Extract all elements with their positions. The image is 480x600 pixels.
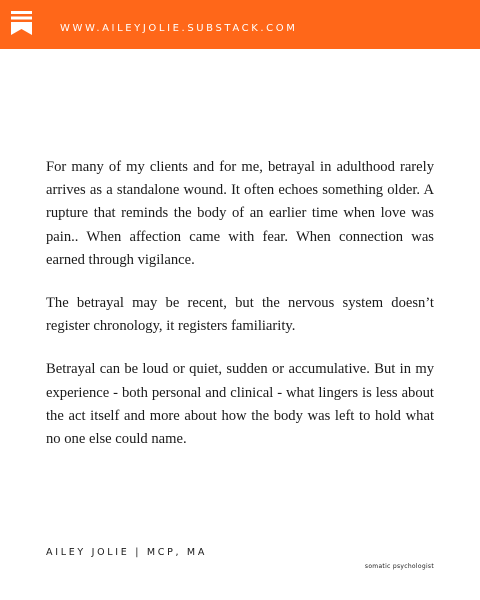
- substack-logo-icon[interactable]: [11, 11, 32, 35]
- author-name: AILEY JOLIE | MCP, MA: [46, 547, 208, 558]
- site-url[interactable]: WWW.AILEYJOLIE.SUBSTACK.COM: [60, 23, 298, 34]
- paragraph: The betrayal may be recent, but the nervous system doesn’t register chronology, it registers familiarity.: [46, 295, 434, 335]
- article-body: [46, 156, 434, 471]
- author-role: somatic psychologist: [364, 563, 434, 570]
- header-bar: [0, 0, 480, 49]
- paragraph: Betrayal can be loud or quiet, sudden or accumulative. But in my experience - both personal and clinical - what lingers is less about the act itself and more about how the body was left to hold what no one else could name.: [46, 361, 434, 448]
- paragraph: For many of my clients and for me, betrayal in adulthood rarely arrives as a standalone wound. It often echoes something older. A rupture that reminds the body of an earlier time when love was pain.. When affection came with fear. When connection was earned through vigilance.: [46, 159, 434, 268]
